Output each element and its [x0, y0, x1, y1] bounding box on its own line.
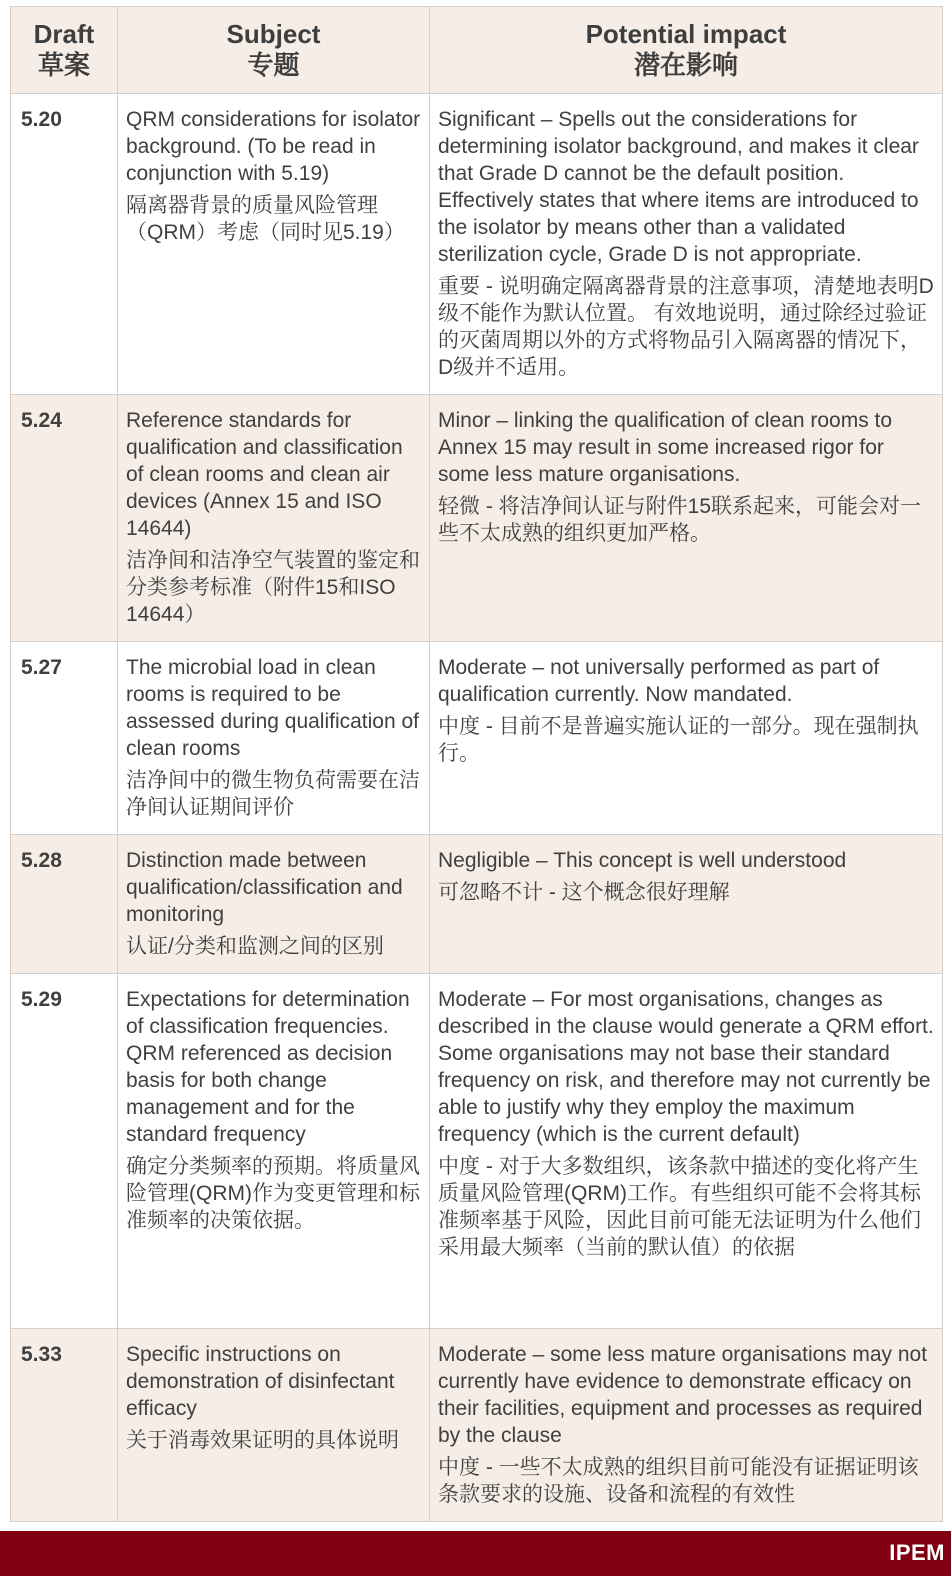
subject-cell — [118, 642, 430, 835]
subject-zh: 洁净间和洁净空气装置的鉴定和分类参考标准（附件15和ISO 14644） — [126, 549, 420, 626]
draft-cell: 5.29 — [11, 974, 118, 1329]
subject-en: Expectations for determination of classification frequencies. QRM referenced as decision basis for both change management and for the standard frequency — [126, 988, 410, 1146]
footer-brand-logo: IPEM — [889, 1540, 945, 1565]
impact-zh: 可忽略不计 - 这个概念很好理解 — [438, 881, 730, 904]
impact-cell — [430, 94, 943, 395]
impact-en: Minor – linking the qualification of clean rooms to Annex 15 may result in some increased rigor for some less mature organisations. — [438, 409, 893, 486]
impact-zh: 重要 - 说明确定隔离器背景的注意事项，清楚地表明D级不能作为默认位置。 有效地说明，通过除经过验证的灭菌周期以外的方式将物品引入隔离器的情况下，D级并不适用。 — [438, 275, 934, 379]
subject-en: QRM considerations for isolator background. (To be read in conjunction with 5.19) — [126, 108, 421, 185]
header-impact — [430, 7, 943, 94]
header-draft — [11, 7, 118, 94]
subject-zh: 隔离器背景的质量风险管理（QRM）考虑（同时见5.19） — [126, 194, 405, 244]
draft-cell: 5.28 — [11, 835, 118, 974]
draft-cell: 5.27 — [11, 642, 118, 835]
table-row — [11, 1329, 943, 1522]
header-impact-en: Potential impact — [585, 19, 787, 49]
subject-zh: 认证/分类和监测之间的区别 — [126, 935, 384, 958]
impact-table-container — [10, 6, 942, 1522]
footer-bar — [0, 1531, 951, 1576]
header-row — [11, 7, 943, 94]
impact-en: Moderate – For most organisations, changes as described in the clause would generate a QRM effort. Some organisations may not base their standard frequency on risk, and therefore may not currently be able to justify why they employ the maximum frequency (which is the current default) — [438, 988, 934, 1146]
subject-en: Specific instructions on demonstration of disinfectant efficacy — [126, 1343, 395, 1420]
impact-en: Moderate – not universally performed as part of qualification currently. Now mandated. — [438, 656, 880, 706]
table-row — [11, 94, 943, 395]
header-impact-zh: 潜在影响 — [633, 50, 738, 80]
subject-en: Distinction made between qualification/classification and monitoring — [126, 849, 403, 926]
subject-zh: 洁净间中的微生物负荷需要在洁净间认证期间评价 — [126, 769, 420, 819]
impact-cell — [430, 974, 943, 1329]
subject-cell — [118, 94, 430, 395]
subject-cell — [118, 974, 430, 1329]
impact-cell — [430, 1329, 943, 1522]
header-draft-en: Draft — [33, 19, 95, 49]
draft-cell: 5.20 — [11, 94, 118, 395]
subject-cell — [118, 395, 430, 642]
impact-zh: 轻微 - 将洁净间认证与附件15联系起来，可能会对一些不太成熟的组织更加严格。 — [438, 495, 922, 545]
impact-cell — [430, 642, 943, 835]
subject-en: The microbial load in clean rooms is required to be assessed during qualification of clean rooms — [126, 656, 420, 760]
impact-en: Negligible – This concept is well understood — [438, 849, 847, 872]
table-row — [11, 974, 943, 1329]
draft-cell: 5.33 — [11, 1329, 118, 1522]
subject-cell — [118, 1329, 430, 1522]
subject-cell — [118, 835, 430, 974]
header-subject — [118, 7, 430, 94]
header-draft-zh: 草案 — [37, 50, 90, 80]
header-subject-zh: 专题 — [247, 50, 300, 80]
table-row — [11, 835, 943, 974]
impact-en: Significant – Spells out the considerations for determining isolator background, and makes it clear that Grade D cannot be the default position. Effectively states that where items are introduced to the isolator by means other than a validated sterilization cycle, Grade D is not appropriate. — [438, 108, 919, 266]
impact-cell — [430, 835, 943, 974]
impact-table — [10, 6, 943, 1522]
table-header — [11, 7, 943, 94]
draft-cell: 5.24 — [11, 395, 118, 642]
impact-zh: 中度 - 对于大多数组织，该条款中描述的变化将产生质量风险管理(QRM)工作。有些组织可能不会将其标准频率基于风险，因此目前可能无法证明为什么他们采用最大频率（当前的默认值）的依据 — [438, 1155, 921, 1259]
table-row — [11, 642, 943, 835]
subject-zh: 确定分类频率的预期。将质量风险管理(QRM)作为变更管理和标准频率的决策依据。 — [126, 1155, 420, 1232]
impact-cell — [430, 395, 943, 642]
header-subject-en: Subject — [226, 19, 321, 49]
impact-en: Moderate – some less mature organisations may not currently have evidence to demonstrate efficacy on their facilities, equipment and processes as required by the clause — [438, 1343, 928, 1447]
subject-zh: 关于消毒效果证明的具体说明 — [126, 1429, 399, 1452]
table-row — [11, 395, 943, 642]
impact-zh: 中度 - 一些不太成熟的组织目前可能没有证据证明该条款要求的设施、设备和流程的有效性 — [438, 1456, 919, 1506]
impact-zh: 中度 - 目前不是普遍实施认证的一部分。现在强制执行。 — [438, 715, 919, 765]
table-body — [11, 94, 943, 1522]
subject-en: Reference standards for qualification and classification of clean rooms and clean air devices (Annex 15 and ISO 14644) — [126, 409, 403, 540]
